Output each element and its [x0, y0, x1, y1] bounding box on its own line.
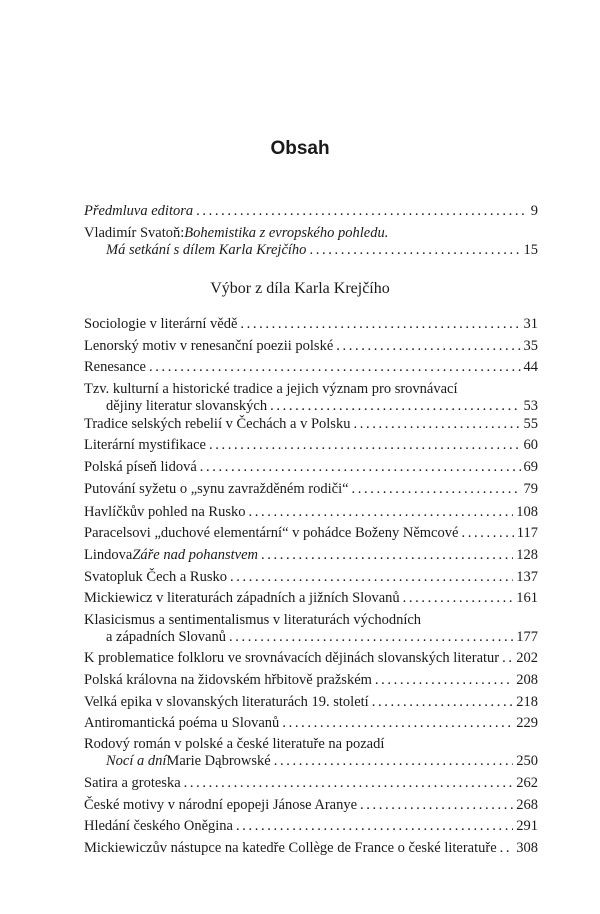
dot-leader: [274, 753, 514, 770]
page-number: 250: [516, 753, 538, 769]
page-number: 308: [516, 840, 538, 856]
page-number: 202: [516, 650, 538, 666]
dot-leader: [403, 590, 514, 607]
toc-entry-line: [84, 316, 538, 333]
section-heading: Výbor z díla Karla Krejčího: [210, 280, 390, 297]
page-number: 55: [523, 416, 538, 432]
toc-entry-title: Satira a groteska: [84, 775, 181, 791]
dot-leader: [360, 797, 513, 814]
toc-entry: [84, 437, 538, 454]
toc-entry-title: Literární mystifikace: [84, 437, 206, 453]
toc-entry: [84, 672, 538, 689]
page-number: 117: [516, 525, 538, 541]
toc-entry-title: Tzv. kulturní a historické tradice a jejich význam pro srovnávací: [84, 381, 458, 397]
toc-entry: [84, 338, 538, 355]
dot-leader: [196, 203, 528, 220]
toc-entry-title: Polská píseň lidová: [84, 459, 197, 475]
dot-leader: [502, 650, 513, 667]
toc-entry-line: [84, 672, 538, 689]
toc-entry-title: Sociologie v literární vědě: [84, 316, 238, 332]
dot-leader: [282, 715, 513, 732]
dot-leader: [240, 316, 520, 333]
toc-entry-title: Má setkání s dílem Karla Krejčího: [106, 242, 307, 258]
page-number: 137: [516, 569, 538, 585]
dot-leader: [461, 525, 513, 542]
toc-entry-title: dějiny literatur slovanských: [106, 398, 268, 414]
toc-entry-title: Rodový román v polské a české literatuře na pozadí: [84, 736, 385, 752]
toc-entry: [84, 797, 538, 814]
toc-entry-title: Renesance: [84, 359, 146, 375]
page-number: 69: [523, 459, 538, 475]
toc-entry: [84, 818, 538, 835]
toc-entry-line: [84, 590, 538, 607]
toc-entry: [84, 525, 538, 542]
dot-leader: [249, 504, 514, 521]
toc-entry-title: Klasicismus a sentimentalismus v literaturách východních: [84, 612, 422, 628]
toc-entry-line: [84, 225, 538, 242]
toc-entry-title: Bohemistika z evropského pohledu.: [184, 225, 389, 241]
page-number: 9: [530, 203, 538, 219]
toc-entry-title: Havlíčkův pohled na Rusko: [84, 504, 246, 520]
page-number: 53: [523, 398, 538, 414]
toc-entry: [84, 840, 538, 857]
toc-entry-line: [84, 840, 538, 857]
toc-entry-line: [84, 569, 538, 586]
page-number: 208: [516, 672, 538, 688]
toc-entry-line: [84, 818, 538, 835]
dot-leader: [184, 775, 514, 792]
page-number: 15: [523, 242, 538, 258]
toc-entry-line: [84, 650, 538, 667]
toc-entry: [84, 547, 538, 564]
dot-leader: [500, 840, 514, 857]
toc-entry: [84, 715, 538, 732]
page-number: 31: [523, 316, 538, 332]
dot-leader: [309, 242, 520, 259]
toc-entry-line: [84, 612, 538, 629]
toc-entry-title: Záře nad pohanstvem: [132, 547, 258, 563]
page-number: 35: [523, 338, 538, 354]
toc-entry-title: Předmluva editora: [84, 203, 194, 219]
toc-entry-title: Mickiewiczův nástupce na katedře Collège de France o české literatuře: [84, 840, 497, 856]
dot-leader: [236, 818, 513, 835]
toc-entry: [84, 416, 538, 433]
toc-entry: [84, 359, 538, 376]
toc-entry-line: [84, 359, 538, 376]
page-number: 268: [516, 797, 538, 813]
toc-entry-line: [84, 481, 538, 498]
toc-entry-line: [84, 459, 538, 476]
toc-entry-title: České motivy v národní epopeji Jánose Aranye: [84, 797, 358, 813]
page-number: 44: [523, 359, 538, 375]
toc-entry-title: Tradice selských rebelií v Čechách a v Polsku: [84, 416, 351, 432]
dot-leader: [230, 569, 513, 586]
toc-entry-title: Marie Dąbrowské: [166, 753, 271, 769]
page-number: 128: [516, 547, 538, 563]
toc-entry-title: Hledání českého Oněgina: [84, 818, 233, 834]
toc-entry: [84, 775, 538, 792]
page-number: 177: [516, 629, 538, 645]
toc-entry: [84, 736, 538, 770]
page-number: 262: [516, 775, 538, 791]
toc-entry-title: Vladimír Svatoň:: [84, 225, 185, 241]
toc-entry-title: Velká epika v slovanských literaturách 19. století: [84, 694, 369, 710]
toc-entry: [84, 694, 538, 711]
toc-entry-line: [84, 242, 538, 259]
toc-entry-title: Nocí a dní: [106, 753, 167, 769]
toc-entry-title: Antiromantická poéma u Slovanů: [84, 715, 280, 731]
toc-entry-line: [84, 715, 538, 732]
toc-entry-line: [84, 797, 538, 814]
toc-entry-line: [84, 338, 538, 355]
toc-entry-line: [84, 398, 538, 415]
page-number: 218: [516, 694, 538, 710]
page-number: 79: [523, 481, 538, 497]
dot-leader: [352, 481, 521, 498]
toc-entry: [84, 316, 538, 333]
toc-entry-title: Lindova: [84, 547, 133, 563]
toc-entry-line: [84, 525, 538, 542]
toc-entry-title: Polská královna na židovském hřbitově pražském: [84, 672, 372, 688]
dot-leader: [209, 437, 521, 454]
dot-leader: [353, 416, 520, 433]
toc-entry-line: [84, 547, 538, 564]
toc-entry: [84, 459, 538, 476]
toc-entry-title: a západních Slovanů: [106, 629, 226, 645]
page-number: 108: [516, 504, 538, 520]
toc-entry-title: Mickiewicz v literaturách západních a jižních Slovanů: [84, 590, 400, 606]
toc-entry: [84, 481, 538, 498]
toc-entry-line: [84, 416, 538, 433]
toc-entry: [84, 650, 538, 667]
page-title: Obsah: [270, 138, 330, 159]
page-number: 161: [516, 590, 538, 606]
dot-leader: [375, 672, 513, 689]
page-number: 229: [516, 715, 538, 731]
toc-entry: [84, 504, 538, 521]
toc-entry: [84, 225, 538, 259]
toc-entry-line: [84, 736, 538, 753]
toc-entry-title: K problematice folkloru ve srovnávacích dějinách slovanských literatur: [84, 650, 500, 666]
dot-leader: [261, 547, 513, 564]
dot-leader: [372, 694, 514, 711]
toc-entry-title: Paracelsovi „duchové elementární“ v pohádce Boženy Němcové: [84, 525, 459, 541]
toc-entry-line: [84, 775, 538, 792]
toc-entry: [84, 203, 538, 220]
toc-entry-line: [84, 694, 538, 711]
toc-entry-line: [84, 437, 538, 454]
toc-entry-line: [84, 203, 538, 220]
toc-entry: [84, 590, 538, 607]
dot-leader: [270, 398, 520, 415]
toc-entry-line: [84, 504, 538, 521]
dot-leader: [229, 629, 513, 646]
toc-entry: [84, 381, 538, 415]
page-number: 60: [523, 437, 538, 453]
toc-entry-line: [84, 753, 538, 770]
page-number: 291: [516, 818, 538, 834]
dot-leader: [200, 459, 521, 476]
toc-entry: [84, 612, 538, 646]
toc-entry-title: Lenorský motiv v renesanční poezii polské: [84, 338, 334, 354]
dot-leader: [149, 359, 521, 376]
toc-entry-line: [84, 629, 538, 646]
toc-entry-title: Svatopluk Čech a Rusko: [84, 569, 227, 585]
dot-leader: [336, 338, 520, 355]
toc-entry-title: Putování syžetu o „synu zavražděném rodiči“: [84, 481, 349, 497]
toc-entry: [84, 569, 538, 586]
toc-entry-line: [84, 381, 538, 398]
